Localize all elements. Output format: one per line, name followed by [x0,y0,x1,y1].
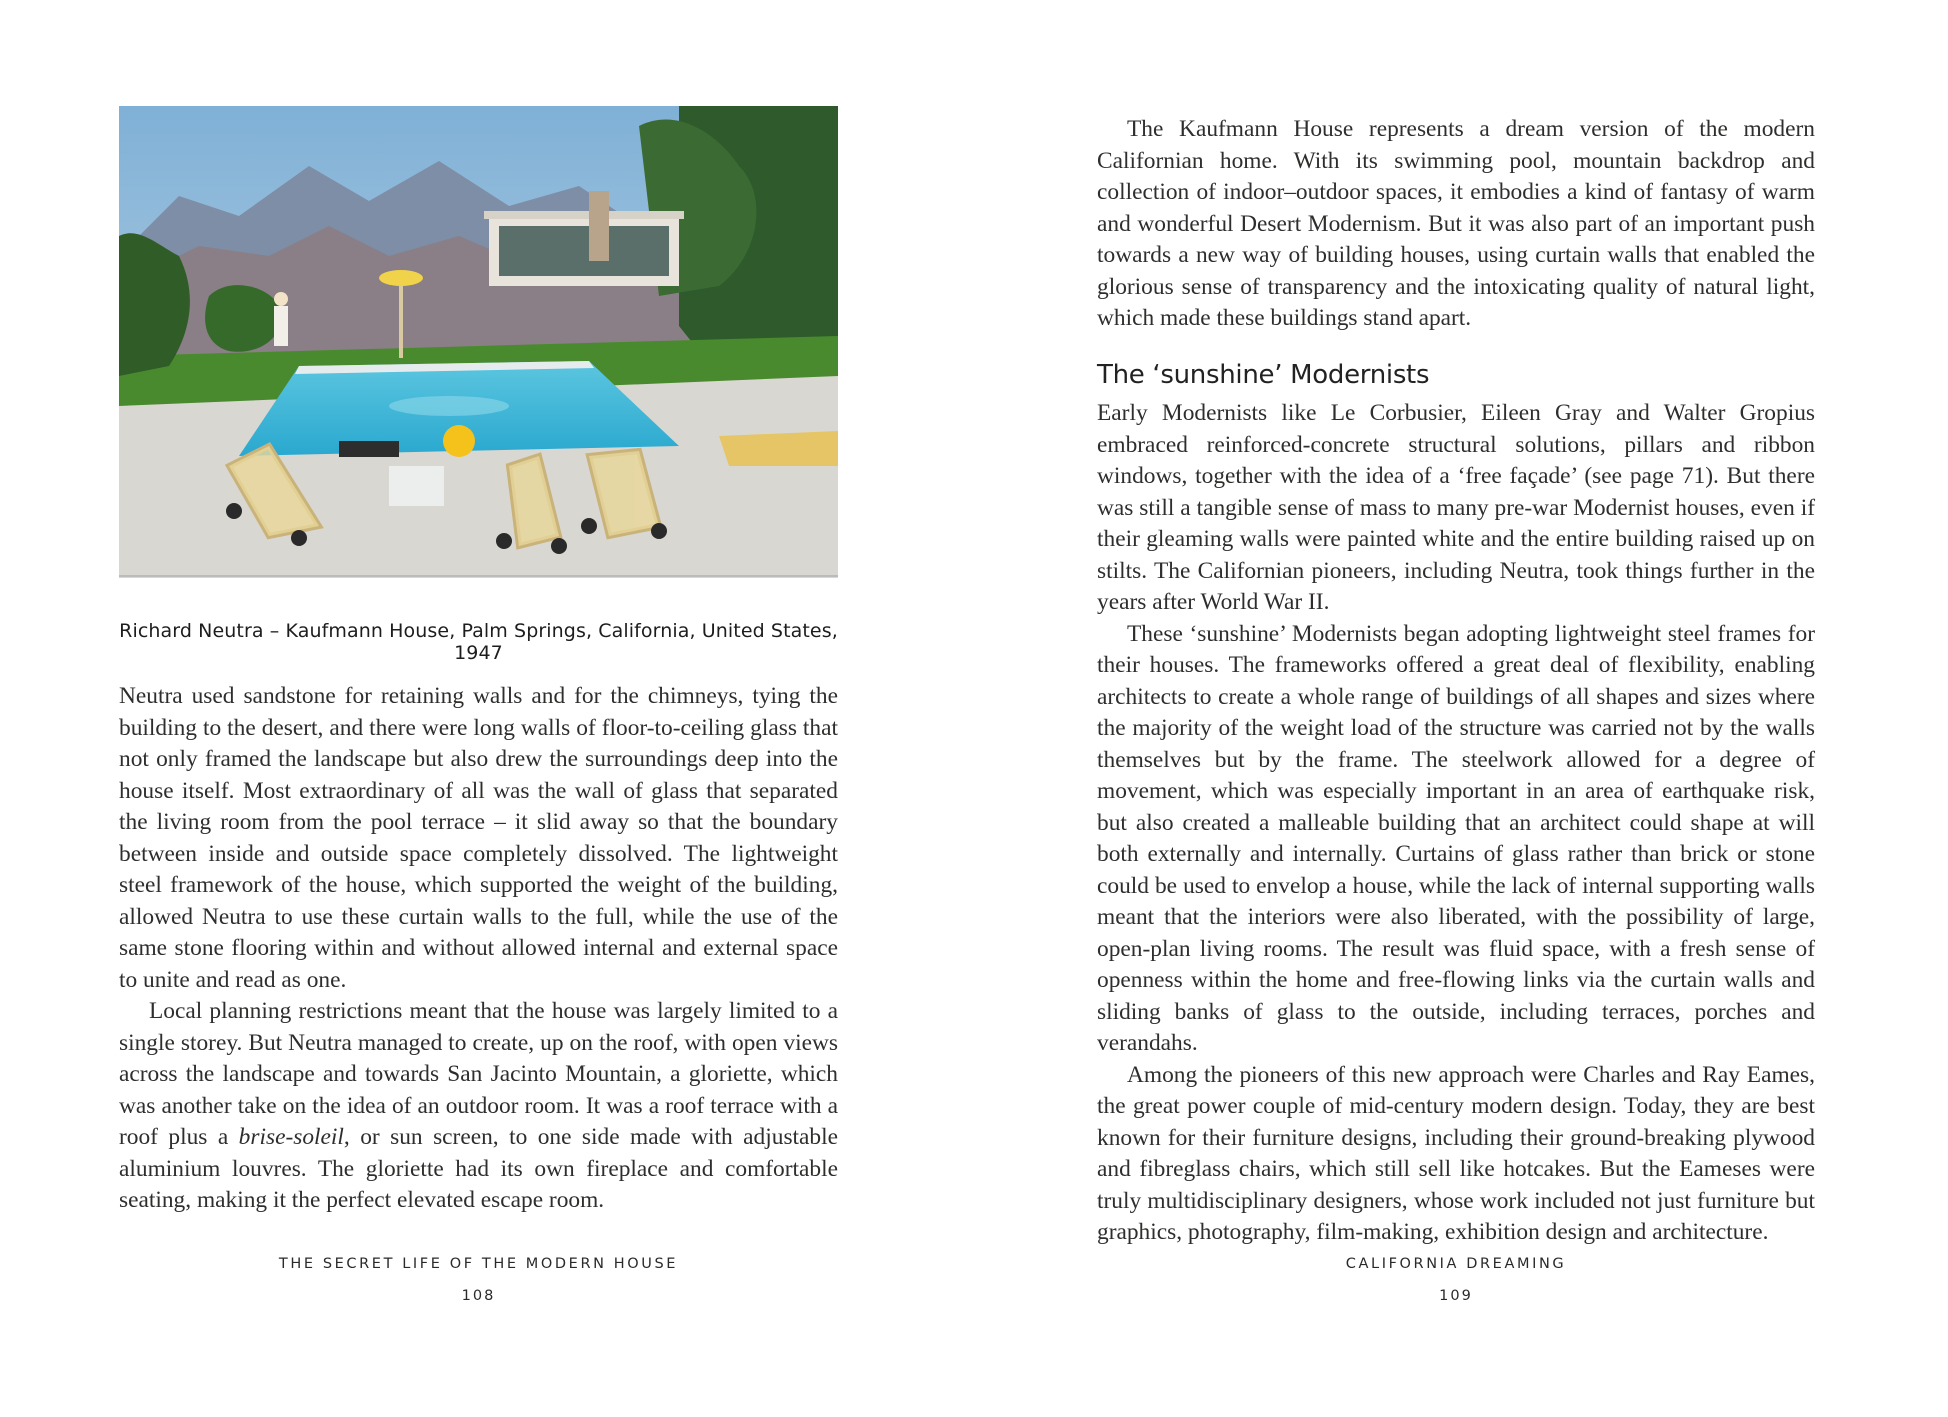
left-paragraph-2-text-b: , or sun screen, to one side made with adjustable aluminium louvres. The gloriette had its own fireplace and comfortable seating, making it the perfect elevated escape room. [119,1124,839,1213]
right-intro-text [1097,114,1815,335]
page-number-right: 109 [1439,1288,1473,1304]
kaufmann-house-photo [119,106,838,578]
pool-photo-illustration [119,106,838,578]
running-foot-left: THE SECRET LIFE OF THE MODERN HOUSE [278,1256,679,1272]
right-paragraph-1: Early Modernists like Le Corbusier, Eileen Gray and Walter Gropius embraced reinforced-concrete structural solutions, pillars and ribbon windows, together with the idea of a ‘free façade’ (see page 71). But there was still a tangible sense of mass to many pre-war Modernist houses, even if their gleaming walls were painted white and the entire building raised up on stilts. The Californian pioneers, including Neutra, took things further in the years after World War II. [1097,400,1815,615]
brise-soleil-term: brise-soleil [238,1124,344,1150]
page-number-left: 108 [461,1288,496,1304]
section-heading: The ‘sunshine’ Modernists [1097,360,1430,390]
running-foot-right: CALIFORNIA DREAMING [1345,1256,1567,1272]
right-intro-paragraph: The Kaufmann House represents a dream version of the modern Californian home. With its swimming pool, mountain backdrop and collection of indoor–outdoor spaces, it embodies a kind of fantasy of warm and wonderful Desert Modernism. But it was also part of an important push towards a new way of building houses, using curtain walls that enabled the glorious sense of transparency and the intoxicating quality of natural light, which made these buildings stand apart. [1097,116,1815,331]
right-paragraph-3: Among the pioneers of this new approach were Charles and Ray Eames, the great power couple of mid-century modern design. Today, they are best known for their furniture designs, including their ground-breaking plywood and fibreglass chairs, which still sell like hotcakes. But the Eameses were truly multidisciplinary designers, whose work included not just furniture but graphics, photography, film-making, exhibition design and architecture. [1097,1061,1815,1245]
left-paragraph-2 [119,996,838,1217]
right-paragraph-2: These ‘sunshine’ Modernists began adopting lightweight steel frames for their houses. The frameworks offered a great deal of flexibility, enabling architects to create a whole range of buildings of all shapes and sizes where the majority of the weight load of the structure was carried not by the walls themselves but by the frame. The steelwork allowed for a degree of movement, which was especially important in an area of earthquake risk, but also created a malleable building that an architect could shape at will both externally and internally. Curtains of glass rather than brick or stone could be used to envelop a house, while the lack of internal supporting walls meant that the interiors were also liberated, with the possibility of large, open-plan living rooms. The result was fluid space, with a fresh sense of openness within the home and free-flowing links via the curtain walls and sliding banks of glass to the outside, including terraces, porches and verandahs. [1097,620,1815,1056]
left-paragraph-1: Neutra used sandstone for retaining walls and for the chimneys, tying the building to the desert, and there were long walls of floor-to-ceiling glass that not only framed the landscape but also drew the surroundings deep into the house itself. Most extraordinary of all was the wall of glass that separated the living room from the pool terrace – it slid away so that the boundary between inside and outside space completely dissolved. The lightweight steel framework of the house, which supported the weight of the building, allowed Neutra to use these curtain walls to the full, while the use of the same stone flooring within and without allowed internal and external space to unite and read as one. [119,683,838,993]
right-page [974,0,1948,1417]
photo-caption: Richard Neutra – Kaufmann House, Palm Springs, California, United States, 1947 [119,620,838,664]
left-body-text [119,681,838,1217]
right-body-text [1097,398,1815,1249]
left-paragraph-2-text-a: Local planning restrictions meant that the house was largely limited to a single storey. But Neutra managed to create, up on the roof, with open views across the landscape and towards San Jacinto Mountain, a gloriette, which was another take on the idea of an outdoor room. It was a roof terrace with a roof plus a [119,998,838,1150]
